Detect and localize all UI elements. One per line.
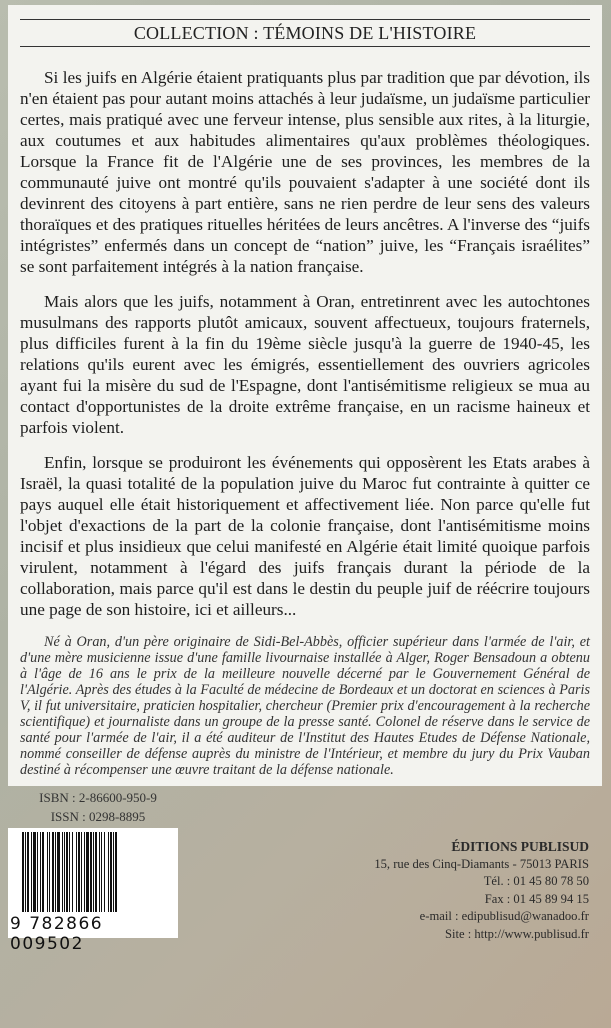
author-bio: Né à Oran, d'un père originaire de Sidi-Bel-Abbès, officier supérieur dans l'armée de l'air, et d'une mère musicienne issue d'une famille livournaise installée à Alger, Roger Bensadoun a obtenu à l'âge de 16 ans le prix de la meilleure nouvelle décerné par le Gouvernement Général de l'Algérie. Après des études à la Faculté de médecine de Bordeaux et un doctorat en sciences à Paris V, il fut universitaire, praticien hospitalier, chercheur (Premier prix d'encouragement à la recherche scientifique) et journaliste dans un groupe de la presse santé. Colonel de réserve dans le service de santé pour l'armée de l'air, il a été auditeur de l'Institut des Hautes Etudes de Défense Nationale, nommé conseiller de défense auprès du ministre de l'Intérieur, et membre du jury du Prix Vauban destiné à récompenser une œuvre traitant de la défense nationale. — [20, 634, 590, 778]
cover-bottom-area — [0, 786, 611, 956]
barcode — [8, 828, 178, 954]
paragraph-text: Si les juifs en Algérie étaient pratiquants plus par tradition que par dévotion, ils n'en étaient pas pour autant moins attachés à leur judaïsme, un judaïsme particulier certes, mais pratiqué avec une ferveur intense, plus sensible aux rites, à la liturgie, aux coutumes et aux habitudes alimentaires qu'aux problèmes théologiques. Lorsque la France fit de l'Algérie une de ses provinces, les membres de la communauté juive ont montré qu'ils pouvaient s'adapter à une société dont ils devinrent des citoyens à part entière, sans ne rien perdre de leur sens des valeurs thoraïques et des pratiques rituelles héritées de leurs ancêtres. A l'inverse des “juifs intégristes” enfermés dans un concept de “nation” juive, les “Français israélites” se sont parfaitement intégrés à la nation française. — [20, 68, 590, 276]
collection-title: COLLECTION : TÉMOINS DE L'HISTOIRE — [133, 23, 477, 43]
title-bottom-rule — [20, 46, 590, 47]
publisher-info — [374, 838, 589, 943]
issn: ISSN : 0298-8895 — [50, 809, 146, 824]
synopsis-paragraph-2 — [20, 291, 590, 438]
paragraph-text: Mais alors que les juifs, notamment à Oran, entretinrent avec les autochtones musulmans des rapports plutôt amicaux, souvent affectueux, toujours fraternels, plus difficiles furent à la fin du 19ème siècle jusqu'à la guerre de 1940-45, les relations qu'ils eurent avec les émigrés, essentiellement des ouvriers agricoles ayant fui la misère du sud de l'Espagne, dont l'antisémitisme religieux se mua au contact d'opportunistes de la droite extrême française, en un racisme haineux et parfois violent. — [20, 292, 590, 437]
synopsis-paragraph-3 — [20, 452, 590, 620]
publisher-name: ÉDITIONS PUBLISUD — [451, 839, 589, 854]
publisher-fax: Fax : 01 45 89 94 15 — [484, 891, 589, 906]
identifier-codes — [28, 788, 168, 826]
publisher-site: Site : http://www.publisud.fr — [444, 926, 589, 941]
paragraph-text: Enfin, lorsque se produiront les événements qui opposèrent les Etats arabes à Israël, la quasi totalité de la population juive du Maroc fut contrainte à quitter ce pays auquel elle était historiquement et affectivement liée. Non parce qu'elle fut l'objet d'exactions de la part de la colonie française, dont l'antisémitisme moins incisif et plus insidieux que celui manifesté en Algérie était limité quoique parfois virulent, notamment à l'égard des juifs français durant la période de la collaboration, mais parce qu'il est dans le destin du peuple juif de réécrire toujours une page de son histoire, ici et ailleurs... — [20, 453, 590, 619]
barcode-number: 9 782866 009502 — [10, 914, 104, 954]
publisher-tel: Tél. : 01 45 80 78 50 — [483, 874, 589, 888]
back-cover-text-panel — [8, 5, 602, 786]
synopsis-paragraph-1 — [20, 67, 590, 277]
barcode-bars — [22, 832, 172, 912]
barcode-bar — [117, 832, 118, 912]
publisher-email: e-mail : edipublisud@wanadoo.fr — [419, 909, 589, 923]
isbn: ISBN : 2-86600-950-9 — [39, 790, 157, 805]
publisher-address: 15, rue des Cinq-Diamants - 75013 PARIS — [374, 856, 589, 871]
